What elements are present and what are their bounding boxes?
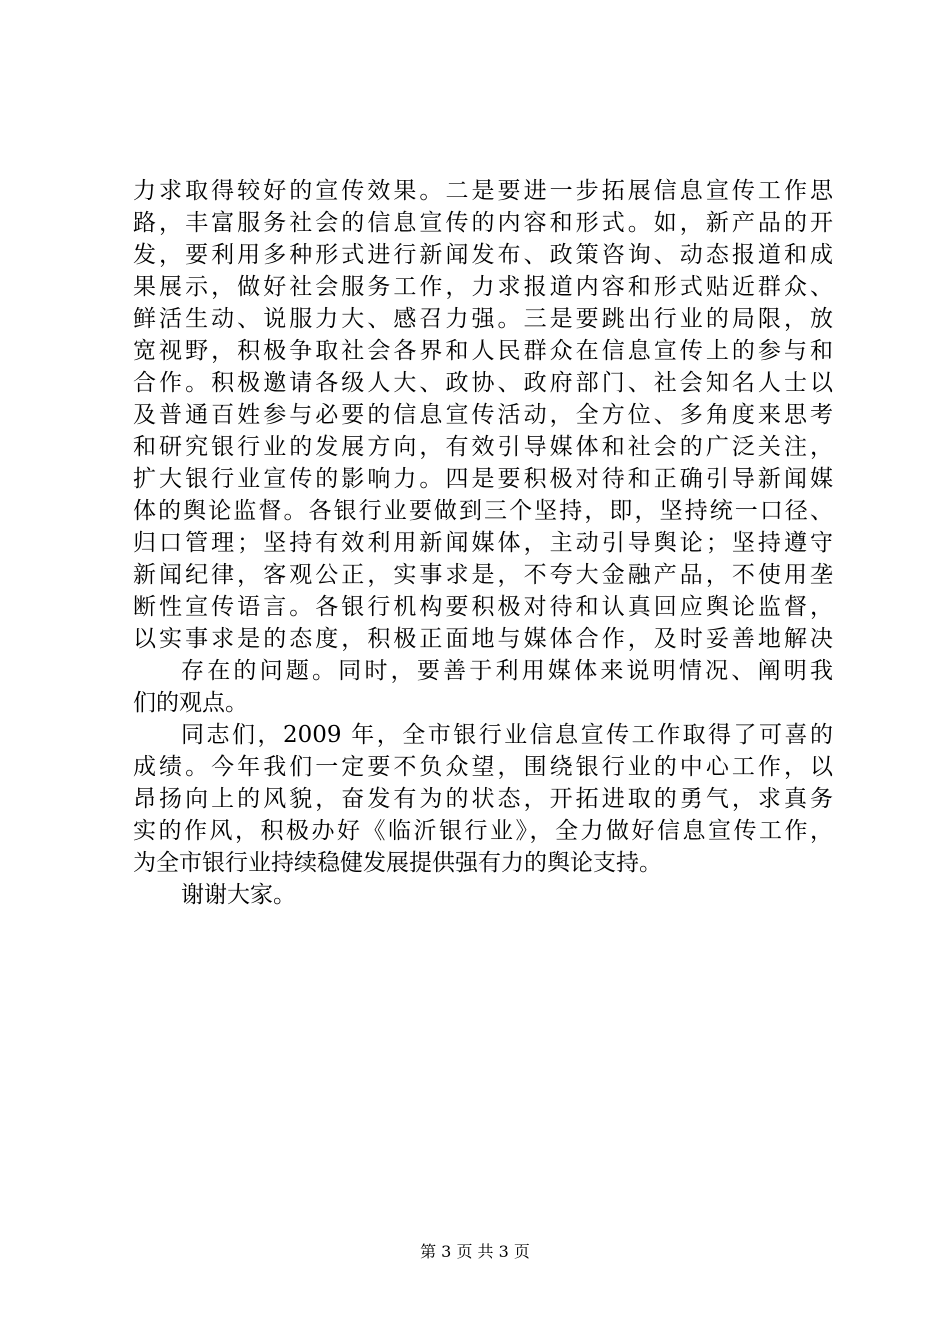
text-line: 发，要利用多种形式进行新闻发布、政策咨询、动态报道和成 (133, 242, 833, 268)
text-line: 成绩。今年我们一定要不负众望，围绕银行业的中心工作，以 (133, 754, 833, 780)
text-line: 鲜活生动、说服力大、感召力强。三是要跳出行业的局限，放 (133, 306, 833, 332)
text-line: 及普通百姓参与必要的信息宣传活动，全方位、多角度来思考 (133, 402, 833, 428)
text-line: 果展示，做好社会服务工作，力求报道内容和形式贴近群众、 (133, 274, 833, 300)
text-line: 同志们，2009 年，全市银行业信息宣传工作取得了可喜的 (181, 722, 833, 748)
text-line: 存在的问题。同时，要善于利用媒体来说明情况、阐明我 (181, 658, 833, 684)
text-line: 归口管理；坚持有效利用新闻媒体，主动引导舆论；坚持遵守 (133, 530, 833, 556)
text-line: 昂扬向上的风貌，奋发有为的状态，开拓进取的勇气，求真务 (133, 786, 833, 812)
text-line: 体的舆论监督。各银行业要做到三个坚持，即，坚持统一口径、 (133, 498, 833, 524)
text-line: 力求取得较好的宣传效果。二是要进一步拓展信息宣传工作思 (133, 178, 833, 204)
text-line: 谢谢大家。 (181, 882, 296, 908)
text-line: 新闻纪律，客观公正，实事求是，不夸大金融产品，不使用垄 (133, 562, 833, 588)
text-line: 和研究银行业的发展方向，有效引导媒体和社会的广泛关注， (133, 434, 833, 460)
text-line: 路，丰富服务社会的信息宣传的内容和形式。如，新产品的开 (133, 210, 833, 236)
text-line: 宽视野，积极争取社会各界和人民群众在信息宣传上的参与和 (133, 338, 833, 364)
page-number: 第 3 页 共 3 页 (420, 1242, 530, 1261)
body-text (133, 175, 833, 911)
text-line: 断性宣传语言。各银行机构要积极对待和认真回应舆论监督， (133, 594, 833, 620)
text-line: 们的观点。 (133, 690, 248, 716)
page-footer (0, 1241, 950, 1263)
text-line: 以实事求是的态度，积极正面地与媒体合作，及时妥善地解决 (133, 626, 833, 652)
text-line: 实的作风，积极办好《临沂银行业》，全力做好信息宣传工作， (133, 818, 833, 844)
text-line: 为全市银行业持续稳健发展提供强有力的舆论支持。 (133, 850, 662, 876)
text-line: 合作。积极邀请各级人大、政协、政府部门、社会知名人士以 (133, 370, 833, 396)
text-line: 扩大银行业宣传的影响力。四是要积极对待和正确引导新闻媒 (133, 466, 833, 492)
